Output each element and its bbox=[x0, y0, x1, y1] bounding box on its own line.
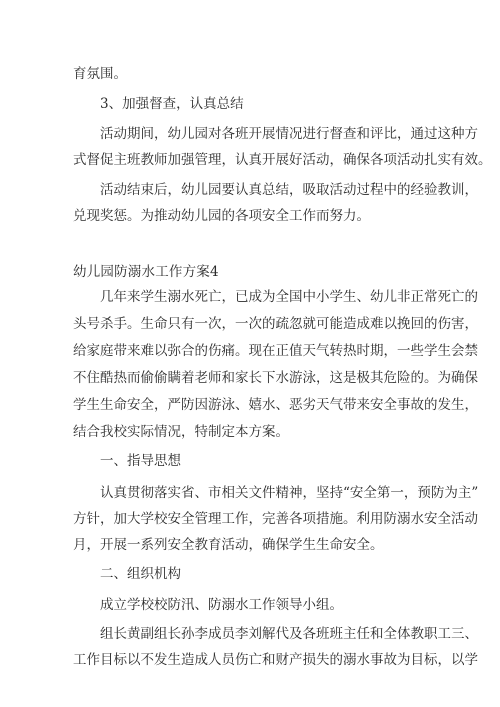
paragraph-line: 认真贯彻落实省、市相关文件精神，坚持“安全第一，预防为主” bbox=[100, 485, 479, 501]
paragraph-line: 学生生命安全，严防因游泳、嬉水、恶劣天气带来安全事故的发生， bbox=[73, 397, 478, 413]
paragraph-line: 不住酷热而偷偷瞒着老师和家长下水游泳，这是极其危险的。为确保 bbox=[73, 370, 478, 386]
section-heading: 3、加强督查，认真总结 bbox=[100, 96, 244, 112]
paragraph-line: 式督促主班教师加强管理，认真开展好活动，确保各项活动扎实有效。 bbox=[73, 152, 492, 168]
paragraph-line: 几年来学生溺水死亡，已成为全国中小学生、幼儿非正常死亡的 bbox=[100, 289, 478, 305]
paragraph-line: 组长黄副组长孙李成员李刘解代及各班班主任和全体教职工三、 bbox=[100, 626, 478, 642]
paragraph-line: 工作目标以不发生造成人员伤亡和财产损失的溺水事故为目标，以学 bbox=[73, 652, 478, 668]
paragraph-line: 兑现奖惩。为推动幼儿园的各项安全工作而努力。 bbox=[73, 208, 370, 224]
paragraph-line: 月，开展一系列安全教育活动，确保学生生命安全。 bbox=[73, 537, 384, 553]
paragraph-line: 结合我校实际情况，特制定本方案。 bbox=[73, 424, 289, 440]
paragraph-line: 给家庭带来难以弥合的伤痛。现在正值天气转热时期，一些学生会禁 bbox=[73, 343, 478, 359]
paragraph-line: 活动结束后，幼儿园要认真总结，吸取活动过程中的经验教训， bbox=[100, 182, 478, 198]
paragraph-line: 方针，加大学校安全管理工作，完善各项措施。利用防溺水安全活动 bbox=[73, 511, 478, 527]
paragraph-line: 活动期间，幼儿园对各班开展情况进行督查和评比，通过这种方 bbox=[100, 126, 478, 142]
paragraph-line: 成立学校校防汛、防溺水工作领导小组。 bbox=[100, 597, 343, 613]
document-section-title: 幼儿园防溺水工作方案4 bbox=[73, 264, 219, 280]
text-line: 育氛围。 bbox=[73, 66, 127, 82]
section-heading: 二、组织机构 bbox=[100, 566, 181, 582]
section-heading: 一、指导思想 bbox=[100, 453, 181, 469]
paragraph-line: 头号杀手。生命只有一次，一次的疏忽就可能造成难以挽回的伤害， bbox=[73, 316, 478, 332]
